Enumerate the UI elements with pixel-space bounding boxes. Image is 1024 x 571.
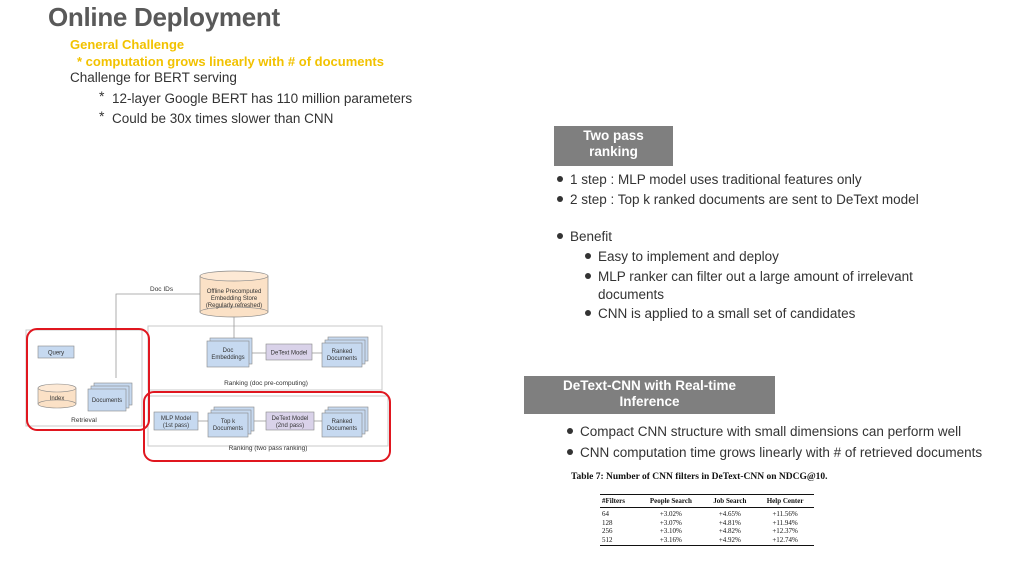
table-header: People Search (638, 495, 703, 508)
retrieval-highlight (27, 329, 149, 430)
table-header-row (600, 495, 814, 508)
step-item (557, 192, 919, 207)
step-text: 2 step : Top k ranked documents are sent to DeText model (570, 192, 919, 207)
bullet-dot-icon (585, 273, 591, 279)
benefit-text: Benefit (570, 229, 613, 244)
table-cell: +4.65% (718, 510, 741, 518)
benefit-item (585, 269, 913, 284)
two-pass-header-line: ranking (589, 144, 638, 159)
topk-label: Documents (212, 426, 244, 432)
doc-embeddings-label: Doc (222, 348, 234, 354)
ranking-precomputing-label: Ranking (doc pre-computing) (224, 380, 308, 387)
documents-label: Documents (91, 398, 123, 404)
store-label: Offline Precomputed (206, 289, 262, 295)
bullet-dot-icon (567, 428, 573, 434)
mlp-model-label: (1st pass) (162, 423, 190, 429)
ranked-documents-label: Documents (326, 426, 358, 432)
table-cell: +11.94% (772, 518, 798, 527)
cnn-filters-table (600, 494, 814, 546)
table-cell: +4.92% (718, 535, 741, 544)
bullet-dot-icon (557, 196, 563, 202)
two-pass-header (554, 126, 673, 166)
bullet-dot-icon (557, 233, 563, 239)
table-caption-label: Table 7: (571, 472, 604, 482)
realtime-item (567, 424, 961, 439)
benefit-heading (557, 229, 612, 244)
doc-ids-connector (116, 294, 200, 378)
table-cell: +3.02% (659, 510, 682, 518)
benefit-item-continuation: documents (598, 287, 665, 302)
general-challenge-heading: General Challenge (70, 37, 185, 52)
table-cell: +3.07% (659, 518, 682, 527)
doc-ids-label: Doc IDs (150, 286, 174, 293)
realtime-item-text: Compact CNN structure with small dimensions can perform well (580, 424, 962, 439)
table-cell: +12.74% (772, 535, 798, 544)
realtime-header-line: Inference (619, 394, 680, 409)
ranked-documents-label: Ranked (331, 349, 353, 355)
detext-2nd-pass-label: DeText Model (271, 416, 309, 422)
bert-challenge-heading: Challenge for BERT serving (70, 70, 237, 85)
topk-label: Top k (220, 419, 236, 425)
table-row (600, 508, 814, 519)
star-bullet: * (99, 108, 105, 124)
query-label: Query (47, 350, 65, 357)
mlp-model-label: MLP Model (160, 416, 192, 422)
doc-embeddings-label: Embeddings (211, 355, 245, 361)
two-pass-header-line: Two pass (583, 128, 644, 143)
realtime-item (567, 445, 982, 460)
general-challenge-point: * computation grows linearly with # of documents (77, 54, 384, 69)
benefit-item (585, 249, 779, 264)
table-cell: 256 (602, 527, 613, 536)
bert-point-text: 12-layer Google BERT has 110 million parameters (112, 91, 413, 106)
table-cell: +4.82% (718, 527, 741, 536)
benefit-item-text: CNN is applied to a small set of candidates (598, 306, 856, 321)
table-cell: +3.16% (659, 535, 682, 544)
step-text: 1 step : MLP model uses traditional features only (570, 172, 862, 187)
table-cell: +4.81% (718, 518, 741, 527)
table-row (600, 519, 814, 528)
table-header: Job Search (704, 495, 757, 508)
table-cell: 512 (602, 535, 613, 544)
realtime-header (524, 376, 775, 414)
retrieval-label: Retrieval (71, 417, 97, 424)
table-caption (571, 472, 828, 482)
architecture-diagram (20, 266, 400, 466)
table-header: Help Center (756, 495, 814, 508)
benefit-item-text: MLP ranker can filter out a large amount of irrelevant (598, 269, 913, 284)
realtime-header-line: DeText-CNN with Real-time (562, 378, 737, 393)
step-item (557, 172, 862, 187)
table-row (600, 536, 814, 546)
bullet-dot-icon (585, 253, 591, 259)
benefit-item-text: Easy to implement and deploy (598, 249, 779, 264)
bert-point-text: Could be 30x times slower than CNN (112, 111, 334, 126)
table-cell: 128 (602, 518, 613, 527)
star-bullet: * (99, 88, 105, 104)
table-cell: +12.37% (772, 527, 798, 536)
ranked-documents-label: Documents (326, 356, 358, 362)
table-caption-text: Number of CNN filters in DeText-CNN on NDCG@10. (603, 472, 828, 482)
detext-2nd-pass-label: (2nd pass) (275, 423, 305, 429)
index-label: Index (49, 396, 65, 402)
documents-stack-icon (88, 383, 132, 411)
bullet-dot-icon (585, 310, 591, 316)
detext-model-label: DeText Model (270, 350, 308, 357)
realtime-item-text: CNN computation time grows linearly with # of retrieved documents (580, 445, 983, 460)
store-label: (Regularly refreshed) (205, 303, 263, 309)
bert-point (99, 88, 413, 106)
ranking-two-pass-label: Ranking (two pass ranking) (228, 445, 308, 452)
slide-title: Online Deployment (48, 2, 280, 32)
table-cell: +3.10% (659, 527, 682, 536)
table-row (600, 527, 814, 536)
bullet-dot-icon (567, 449, 573, 455)
bullet-dot-icon (557, 176, 563, 182)
table-cell: 64 (602, 510, 609, 518)
retrieval-container (26, 330, 142, 426)
bert-point (99, 108, 334, 126)
table-cell: +11.56% (772, 510, 798, 518)
ranked-documents-label: Ranked (331, 419, 353, 425)
store-label: Embedding Store (210, 296, 258, 302)
benefit-item (585, 306, 855, 321)
table-header: #Filters (600, 495, 638, 508)
